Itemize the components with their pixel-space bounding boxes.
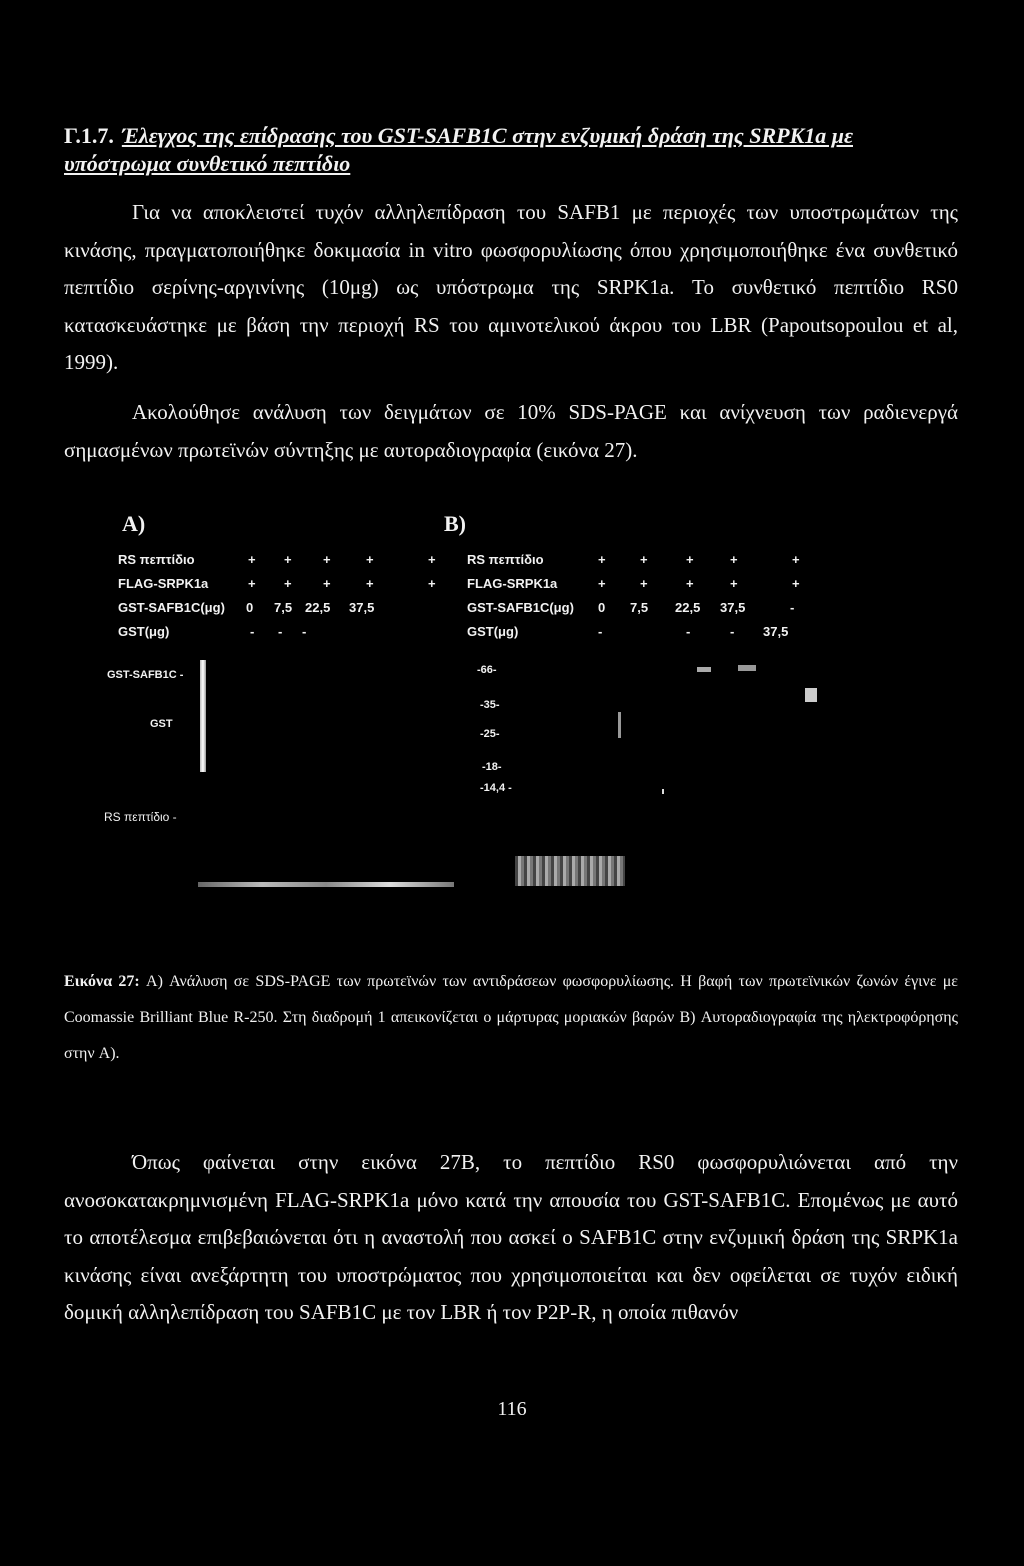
lane-value: + — [248, 576, 256, 591]
row-label: RS πεπτίδιο — [467, 552, 544, 567]
lane-value: 22,5 — [675, 600, 701, 615]
panel-a-lane-table — [118, 548, 458, 648]
autorad-band — [738, 665, 756, 671]
lane-value: + — [730, 552, 738, 567]
lane-value: 22,5 — [305, 600, 331, 615]
lane-value: 7,5 — [630, 600, 649, 615]
row-label: GST-SAFB1C(μg) — [467, 600, 574, 615]
lane-value: 37,5 — [720, 600, 746, 615]
mw-marker-66: -66- — [477, 664, 497, 676]
band-label-gst: GST — [150, 718, 173, 730]
autorad-band — [618, 712, 621, 738]
lane-value: + — [428, 552, 436, 567]
lane-value: + — [323, 552, 331, 567]
lane-value: 0 — [246, 600, 254, 615]
lane-value: + — [792, 552, 800, 567]
autorad-band — [805, 688, 817, 702]
conclusion-paragraph — [64, 1144, 958, 1332]
lane-value: 37,5 — [349, 600, 375, 615]
lane-value: 0 — [598, 600, 606, 615]
section-title: Έλεγχος της επίδρασης του GST-SAFB1C στην ενζυμική δράση της SRPK1a με υπόστρωμα συνθετικό πεπτίδιο — [64, 123, 853, 176]
method-text: Ακολούθησε ανάλυση των δειγμάτων σε 10% SDS-PAGE και ανίχνευση των ραδιενεργά σημασμένων πρωτεϊνών σύντηξης με αυτοραδιογραφία (εικόνα 27). — [64, 400, 958, 462]
gel-bottom-strip-a — [198, 882, 454, 887]
section-number: Γ.1.7. — [64, 123, 114, 148]
section-heading — [64, 122, 964, 178]
lane-value: + — [640, 552, 648, 567]
lane-value: + — [730, 576, 738, 591]
lane-value: - — [598, 624, 603, 639]
intro-paragraph — [64, 194, 958, 382]
row-label: FLAG-SRPK1a — [118, 576, 209, 591]
mw-marker-35: -35- — [480, 699, 500, 711]
intro-text: Για να αποκλειστεί τυχόν αλληλεπίδραση του SAFB1 με περιοχές των υποστρωμάτων της κινάσης, πραγματοποιήθηκε δοκιμασία in vitro φωσφορυλίωσης όπου χρησιμοποιήθηκε ένα συνθετικό πεπτίδιο σερίνης-αργινίνης (10μg) ως υπόστρωμα της SRPK1a. Το συνθετικό πεπτίδιο RS0 κατασκευάστηκε με βάση την περιοχή RS του αμινοτελικού άκρου του LBR (Papoutsopoulou et al, 1999). — [64, 200, 958, 374]
row-label: GST-SAFB1C(μg) — [118, 600, 225, 615]
lane-value: - — [278, 624, 283, 639]
page-number: 116 — [497, 1398, 527, 1420]
lane-value: + — [598, 576, 606, 591]
lane-value: + — [428, 576, 436, 591]
band-label-rs-peptide: RS πεπτίδιο - — [104, 810, 177, 824]
row-label: GST(μg) — [467, 624, 519, 639]
caption-text: A) Ανάλυση σε SDS-PAGE των πρωτεϊνών των αντιδράσεων φωσφορυλίωσης. Η βαφή των πρωτεϊνικών ζωνών έγινε με Coomassie Brilliant Blue R-250. Στη διαδρομή 1 απεικονίζεται ο μάρτυρας μοριακών βαρών B) Αυτοραδιογραφία της ηλεκτροφόρησης στην A). — [64, 973, 958, 1062]
lane-value: + — [686, 552, 694, 567]
lane-value: + — [248, 552, 256, 567]
lane-value: + — [323, 576, 331, 591]
lane-value: + — [366, 552, 374, 567]
mw-marker-14: -14,4 - — [480, 782, 512, 794]
lane-value: 7,5 — [274, 600, 293, 615]
lane-value: + — [640, 576, 648, 591]
gel-lane-marker-a — [200, 660, 206, 772]
panel-a-label: A) — [122, 511, 146, 536]
lane-value: - — [730, 624, 735, 639]
lane-value: - — [250, 624, 255, 639]
method-paragraph — [64, 394, 958, 469]
conclusion-text: Όπως φαίνεται στην εικόνα 27B, το πεπτίδιο RS0 φωσφορυλιώνεται από την ανοσοκατακρημνισμένη FLAG-SRPK1a μόνο κατά την απουσία του GST-SAFB1C. Επομένως με αυτό το αποτέλεσμα επιβεβαιώνεται ότι η αναστολή που ασκεί ο SAFB1C στην ενζυμική δράση της SRPK1a κινάσης είναι ανεξάρτητη του υποστρώματος που χρησιμοποιείται και δεν οφείλεται σε τυχόν ειδική δομική αλληλεπίδραση του SAFB1C με τον LBR ή τον P2P-R, η οποία πιθανόν — [64, 1150, 958, 1324]
panel-b-lane-table — [467, 548, 827, 648]
lane-value: 37,5 — [763, 624, 789, 639]
autorad-speck — [662, 789, 664, 794]
lane-value: - — [302, 624, 307, 639]
band-label-gst-safb1c: GST-SAFB1C - — [107, 669, 184, 681]
lane-value: + — [284, 576, 292, 591]
mw-marker-25: -25- — [480, 728, 500, 740]
lane-value: + — [792, 576, 800, 591]
autorad-band — [697, 667, 711, 672]
panel-b-label: B) — [444, 511, 466, 536]
lane-value: + — [366, 576, 374, 591]
row-label: RS πεπτίδιο — [118, 552, 195, 567]
caption-label: Εικόνα 27: — [64, 973, 140, 990]
row-label: GST(μg) — [118, 624, 170, 639]
lane-value: + — [686, 576, 694, 591]
lane-value: + — [598, 552, 606, 567]
lane-value: + — [284, 552, 292, 567]
lane-value: - — [686, 624, 691, 639]
lane-value: - — [790, 600, 795, 615]
figure-caption — [64, 964, 958, 1072]
row-label: FLAG-SRPK1a — [467, 576, 558, 591]
autorad-bottom-band — [515, 856, 625, 886]
mw-marker-18: -18- — [482, 761, 502, 773]
